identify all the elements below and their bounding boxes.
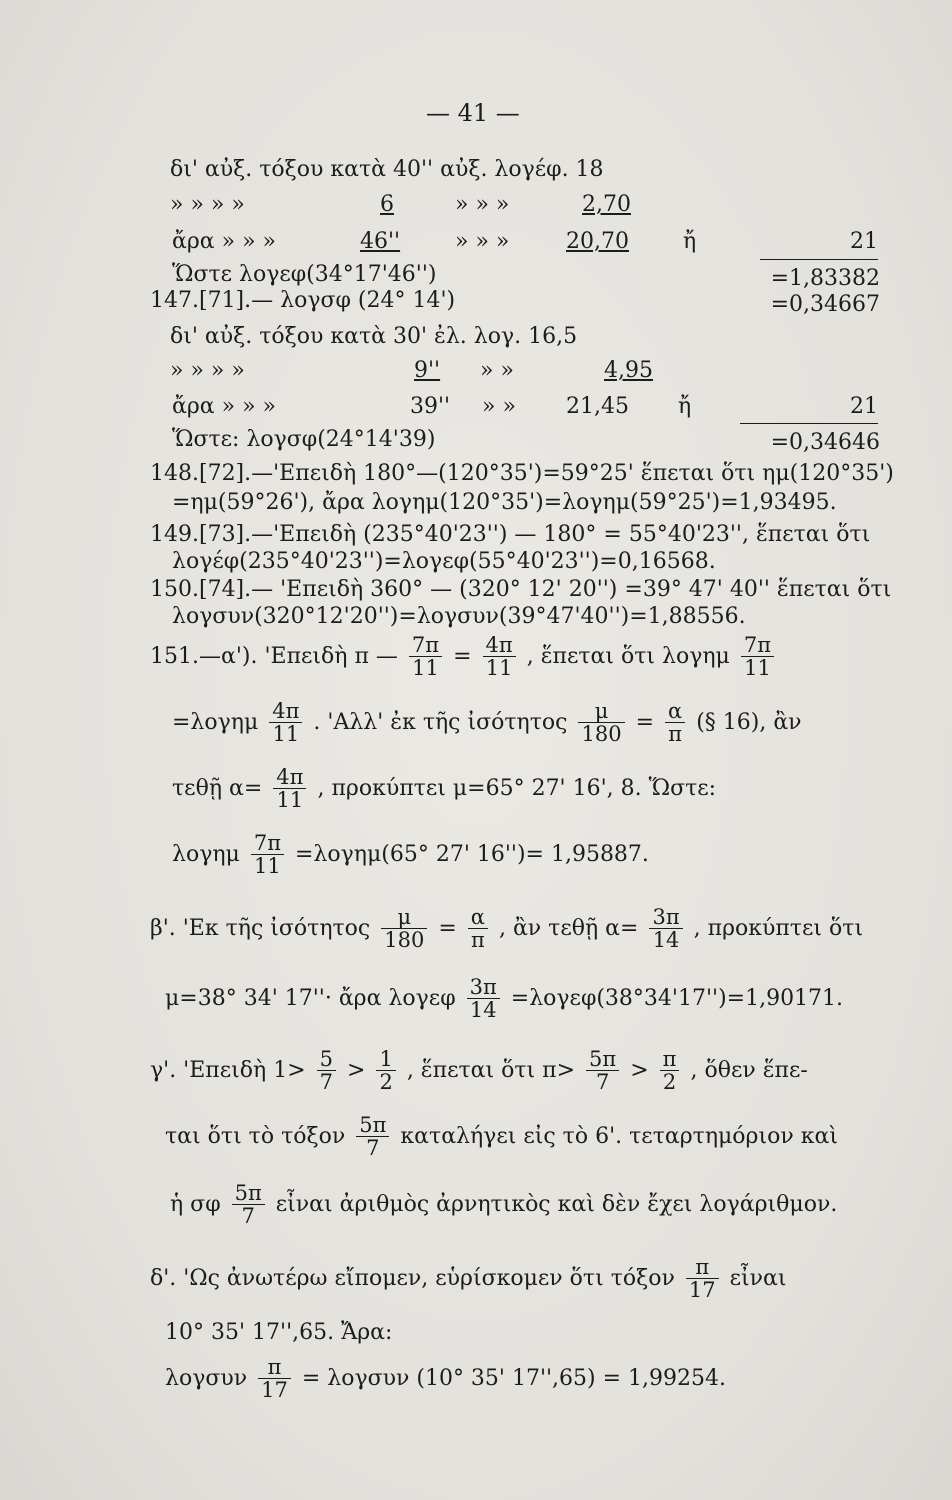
text: . 'Αλλ' ἐκ τῆς ἰσότητος bbox=[313, 709, 568, 735]
value-right: 21 bbox=[850, 229, 878, 254]
text-eta: ἤ bbox=[683, 229, 697, 254]
ditto-marks: » » » » bbox=[170, 192, 245, 217]
text-line: Ὥστε λογεφ(34°17'46'') bbox=[172, 262, 437, 287]
value-right: =0,34646 bbox=[770, 430, 880, 455]
text-line: 150.[74].— 'Επειδὴ 360° — (320° 12' 20'') =39° 47' 40'' ἕπεται ὅτι bbox=[150, 577, 892, 602]
text-line: 10° 35' 17'',65. Ἄρα: bbox=[165, 1320, 393, 1345]
formula-line bbox=[172, 832, 649, 877]
text-line: =ημ(59°26'), ἄρα λογημ(120°35')=λογημ(59°25')=1,93495. bbox=[172, 490, 837, 515]
fraction: $\frac{5\pi}{7}$ bbox=[356, 1114, 389, 1159]
equals: = bbox=[453, 643, 472, 669]
text-line: λογέφ(235°40'23'')=λογεφ(55°40'23'')=0,16568. bbox=[172, 549, 716, 574]
value: 21,45 bbox=[566, 394, 629, 419]
text: , ὅθεν ἕπε- bbox=[690, 1057, 808, 1083]
text: τεθῇ α= bbox=[172, 775, 263, 801]
fraction: $\frac{\mu}{180}$ bbox=[381, 906, 427, 951]
value: 2,70 bbox=[582, 192, 631, 217]
text: καταλήγει εἰς τὸ 6'. τεταρτημόριον καὶ bbox=[400, 1123, 838, 1149]
text-line: 149.[73].—'Επειδὴ (235°40'23'') — 180° = 55°40'23'', ἕπεται ὅτι bbox=[150, 522, 871, 547]
fraction: $\frac{3\pi}{14}$ bbox=[467, 976, 500, 1021]
ditto-marks: » » bbox=[480, 358, 514, 383]
text: 151.—α'). 'Επειδὴ π — bbox=[150, 643, 398, 669]
fraction: $\frac{7\pi}{11}$ bbox=[251, 832, 284, 877]
fraction: $\frac{\pi}{17}$ bbox=[686, 1256, 719, 1301]
formula-line bbox=[165, 1356, 726, 1401]
text: μ=38° 34' 17''· ἄρα λογεφ bbox=[165, 985, 456, 1011]
text: β'. 'Εκ τῆς ἰσότητος bbox=[150, 915, 371, 941]
equals: = bbox=[635, 709, 654, 735]
sum-rule bbox=[740, 423, 878, 424]
fraction: $\frac{1}{2}$ bbox=[376, 1048, 395, 1093]
text: ἡ σφ bbox=[170, 1191, 221, 1217]
text: εἶναι ἀριθμὸς ἀρνητικὸς καὶ δὲν ἔχει λογάριθμον. bbox=[275, 1191, 838, 1217]
greater-than: > bbox=[347, 1057, 366, 1083]
equals: = bbox=[438, 915, 457, 941]
text: εἶναι bbox=[729, 1265, 787, 1291]
formula-line bbox=[165, 976, 843, 1021]
formula-line bbox=[170, 1182, 837, 1227]
text: ται ὅτι τὸ τόξον bbox=[165, 1123, 346, 1149]
fraction: $\frac{5\pi}{7}$ bbox=[232, 1182, 265, 1227]
text-line: ἄρα » » » bbox=[172, 229, 277, 254]
ditto-marks: » » » » bbox=[170, 358, 245, 383]
text-line: λογσυν(320°12'20'')=λογσυν(39°47'40'')=1,88556. bbox=[172, 604, 746, 629]
greater-than: > bbox=[630, 1057, 649, 1083]
fraction: $\frac{4\pi}{11}$ bbox=[269, 700, 302, 745]
value: 46'' bbox=[360, 229, 401, 254]
ditto-marks: » » » bbox=[455, 229, 510, 254]
fraction: $\frac{7\pi}{11}$ bbox=[409, 634, 442, 679]
text: λογημ bbox=[172, 841, 240, 867]
value-right: =0,34667 bbox=[770, 292, 880, 317]
text: λογσυν bbox=[165, 1365, 248, 1391]
fraction: $\frac{4\pi}{11}$ bbox=[273, 766, 306, 811]
fraction: $\frac{5\pi}{7}$ bbox=[586, 1048, 619, 1093]
text-line: 148.[72].—'Επειδὴ 180°—(120°35')=59°25' ἕπεται ὅτι ημ(120°35') bbox=[150, 461, 894, 486]
value: 39'' bbox=[410, 394, 451, 419]
value: 6 bbox=[380, 192, 394, 217]
fraction: $\frac{4\pi}{11}$ bbox=[483, 634, 516, 679]
formula-line bbox=[172, 700, 802, 745]
formula-line bbox=[165, 1114, 838, 1159]
text-line: δι' αὐξ. τόξου κατὰ 30' ἐλ. λογ. 16,5 bbox=[170, 324, 578, 349]
text: , προκύπτει ὅτι bbox=[693, 915, 864, 941]
value-right: 21 bbox=[850, 394, 878, 419]
fraction: $\frac{5}{7}$ bbox=[317, 1048, 336, 1093]
formula-line bbox=[150, 634, 778, 679]
value: 9'' bbox=[414, 358, 441, 383]
text: (§ 16), ἂν bbox=[696, 709, 802, 735]
text: δ'. 'Ως ἀνωτέρω εἴπομεν, εὑρίσκομεν ὅτι τόξον bbox=[150, 1265, 675, 1291]
text: = λογσυν (10° 35' 17'',65) = 1,99254. bbox=[301, 1365, 727, 1391]
text: , προκύπτει μ=65° 27' 16', 8. Ὥστε: bbox=[317, 775, 717, 801]
text: γ'. 'Επειδὴ 1> bbox=[150, 1057, 306, 1083]
fraction: $\frac{\alpha}{\pi}$ bbox=[468, 906, 488, 951]
text: , ἂν τεθῇ α= bbox=[498, 915, 639, 941]
fraction: $\frac{\mu}{180}$ bbox=[578, 700, 624, 745]
formula-line bbox=[172, 766, 716, 811]
formula-line bbox=[150, 906, 863, 951]
formula-line bbox=[150, 1256, 787, 1301]
text-line: 147.[71].— λογσφ (24° 14') bbox=[150, 288, 456, 313]
text-eta: ἤ bbox=[678, 394, 692, 419]
text: =λογημ(65° 27' 16'')= 1,95887. bbox=[295, 841, 649, 867]
page-number: — 41 — bbox=[426, 99, 520, 127]
fraction: $\frac{\pi}{17}$ bbox=[258, 1356, 291, 1401]
value: 4,95 bbox=[604, 358, 653, 383]
text-line: δι' αὐξ. τόξου κατὰ 40'' αὐξ. λογέφ. 18 bbox=[170, 157, 604, 182]
fraction: $\frac{3\pi}{14}$ bbox=[649, 906, 682, 951]
ditto-marks: » » bbox=[482, 394, 516, 419]
sum-rule bbox=[760, 259, 878, 260]
text: , ἕπεται ὅτι λογημ bbox=[526, 643, 730, 669]
fraction: $\frac{\alpha}{\pi}$ bbox=[665, 700, 685, 745]
text-line: Ὥστε: λογσφ(24°14'39) bbox=[172, 427, 436, 452]
text: , ἕπεται ὅτι π> bbox=[406, 1057, 576, 1083]
fraction: $\frac{7\pi}{11}$ bbox=[741, 634, 774, 679]
text: =λογημ bbox=[172, 709, 259, 735]
formula-line bbox=[150, 1048, 808, 1093]
fraction: $\frac{\pi}{2}$ bbox=[660, 1048, 680, 1093]
value-right: =1,83382 bbox=[770, 266, 880, 291]
text-line: ἄρα » » » bbox=[172, 394, 277, 419]
value: 20,70 bbox=[566, 229, 629, 254]
ditto-marks: » » » bbox=[455, 192, 510, 217]
text: =λογεφ(38°34'17'')=1,90171. bbox=[510, 985, 844, 1011]
